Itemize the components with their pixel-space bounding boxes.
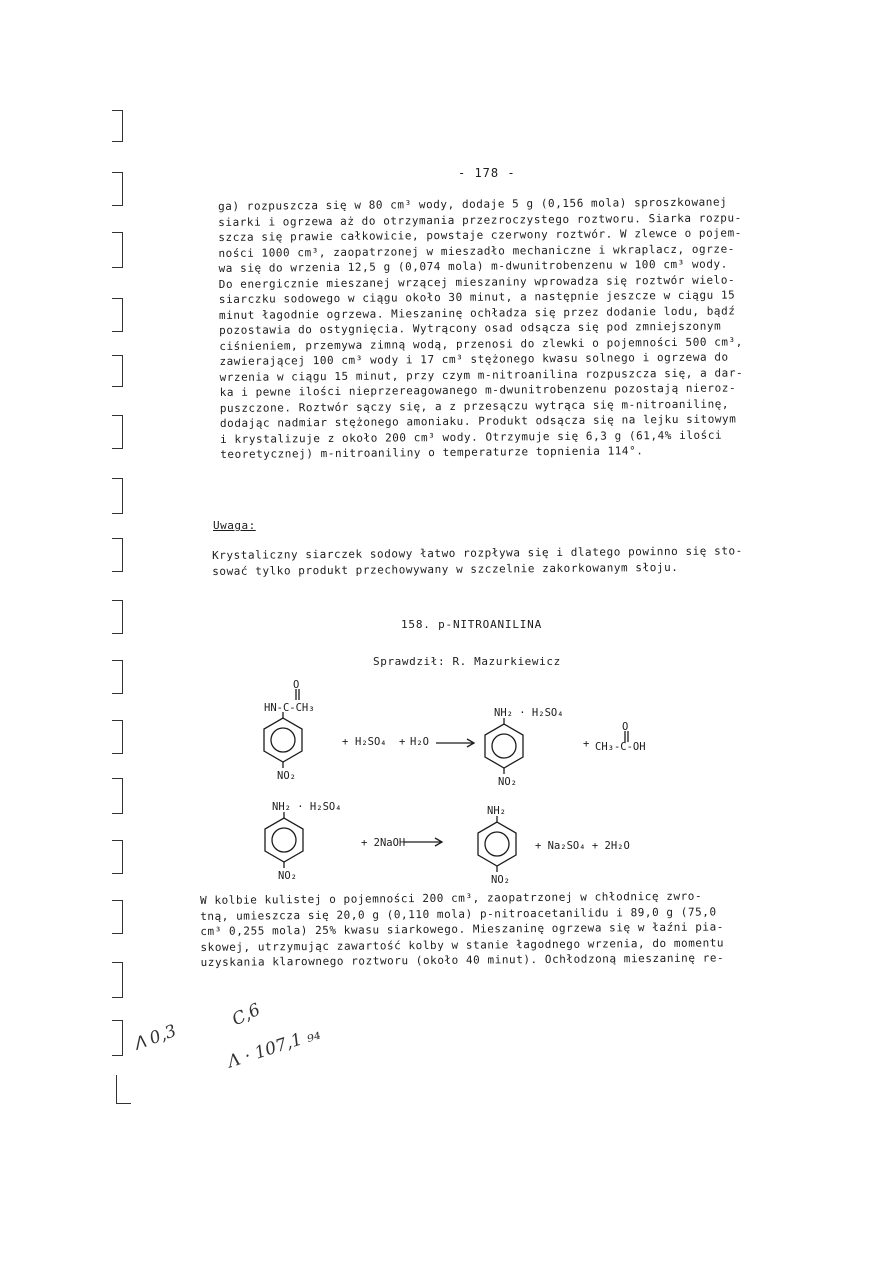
- sulfuric-acid: H₂SO₄: [355, 736, 387, 748]
- nitro-group: NO₂: [491, 874, 510, 886]
- byproducts: + Na₂SO₄ + 2H₂O: [535, 840, 630, 852]
- amine-sulfate-group: NH₂ · H₂SO₄: [272, 801, 342, 813]
- plus-sign: +: [399, 736, 406, 748]
- benzene-ring: [265, 818, 303, 862]
- text-line: teoretycznej) m-nitroaniliny o temperaturze topnienia 114°.: [220, 444, 644, 461]
- benzene-ring: [485, 724, 523, 768]
- handwritten-note: C,6: [229, 999, 264, 1031]
- plus-sign: +: [342, 736, 349, 748]
- text-line: Do energicznie mieszanej wrzącej mieszaniny wprowadza się roztwór wielo-: [218, 272, 736, 291]
- benzene-ring: [478, 822, 516, 866]
- text-line: W kolbie kulistej o pojemności 200 cm³, zaopatrzonej w chłodnicę zwro-: [200, 889, 703, 907]
- text-line: uzyskania klarownego roztworu (około 40 minut). Ochłodzoną mieszaninę re-: [200, 951, 725, 969]
- text-line: wa się do wrzenia 12,5 g (0,074 mola) m-dwunitrobenzenu w 100 cm³ wody.: [218, 257, 728, 275]
- acetamido-group: HN-C-CH₃: [264, 702, 315, 714]
- text-line: siarczku sodowego w ciągu około 30 minut, a następnie jeszcze w ciągu 15: [218, 288, 736, 306]
- text-line: zawierającej 100 cm³ wody i 17 cm³ stężonego kwasu solnego i ogrzewa do: [219, 350, 729, 368]
- water: H₂O: [410, 736, 429, 748]
- text-line: sować tylko produkt przechowywany w szczelnie zakorkowanym słoju.: [212, 560, 679, 578]
- section-title: 158. p-NITROANILINA: [401, 618, 543, 631]
- text-line: pozostawia do ostygnięcia. Wytrącony osad odsącza się pod zmniejszonym: [219, 319, 722, 337]
- text-line: ga) rozpuszcza się w 80 cm³ wody, dodaje 5 g (0,156 mola) sproszkowanej: [218, 195, 728, 213]
- text-line: ka i pewne ilości nieprzereagowanego m-dwunitrobenzenu pozostają nieroz-: [219, 381, 737, 399]
- text-line: i krystalizuje z około 200 cm³ wody. Otrzymuje się 6,3 g (61,4% ilości: [220, 428, 723, 446]
- oxygen-label: O: [293, 679, 300, 691]
- checked-by: Sprawdził: R. Mazurkiewicz: [373, 655, 561, 668]
- text-line: cm³ 0,255 mola) 25% kwasu siarkowego. Mieszaninę ogrzewa się w łaźni pia-: [200, 920, 724, 938]
- acetic-acid: CH₃-C-OH: [595, 741, 646, 753]
- paragraph-3: [200, 888, 741, 970]
- text-line: minut łagodnie ogrzewa. Mieszaninę ochładza się przez dodanie lodu, bądź: [218, 303, 736, 322]
- benzene-ring: [264, 718, 302, 762]
- amine-sulfate-group: NH₂ · H₂SO₄: [494, 707, 564, 719]
- handwritten-note: ᐱ 0,3: [130, 1021, 180, 1055]
- text-line: dodając nadmiar stężonego amoniaku. Produkt odsącza się na lejku sitowym: [219, 412, 737, 430]
- oxygen-label: O: [622, 721, 629, 733]
- text-line: siarki i ogrzewa aż do otrzymania przezroczystego roztworu. Siarka rozpu-: [218, 210, 742, 229]
- nitro-group: NO₂: [277, 770, 296, 782]
- text-line: skowej, utrzymując zawartość kolby w stanie łagodnego wrzenia, do momentu: [200, 935, 725, 954]
- nitro-group: NO₂: [498, 776, 517, 788]
- page-number: - 178 -: [458, 166, 516, 180]
- nitro-group: NO₂: [278, 870, 297, 882]
- text-line: puszczone. Roztwór sączy się, a z przesączu wytrąca się m-nitroanilinę,: [219, 397, 730, 415]
- text-line: ciśnieniem, przemywa zimną wodą, przenosi do zlewki o pojemności 500 cm³,: [219, 334, 743, 353]
- sodium-hydroxide: + 2NaOH: [361, 837, 406, 849]
- text-line: szcza się prawie całkowicie, powstaje czerwony roztwór. W zlewce o pojem-: [218, 226, 742, 244]
- text-line: wrzenia w ciągu 15 minut, przy czym m-nitroanilina rozpuszcza się, a dar-: [219, 365, 744, 384]
- text-line: tną, umieszcza się 20,0 g (0,110 mola) p-nitroacetanilidu i 89,0 g (75,0: [200, 904, 717, 923]
- amine-group: NH₂: [487, 805, 506, 817]
- note-heading: Uwaga:: [213, 519, 256, 532]
- text-line: ności 1000 cm³, zaopatrzonej w mieszadło mechaniczne i wkraplacz, ogrze-: [218, 241, 735, 260]
- plus-sign: +: [583, 738, 590, 750]
- text-line: Krystaliczny siarczek sodowy łatwo rozpływa się i dlatego powinno się sto-: [212, 544, 743, 562]
- handwritten-note: Λ · 107,1 ₉₄: [225, 1023, 323, 1073]
